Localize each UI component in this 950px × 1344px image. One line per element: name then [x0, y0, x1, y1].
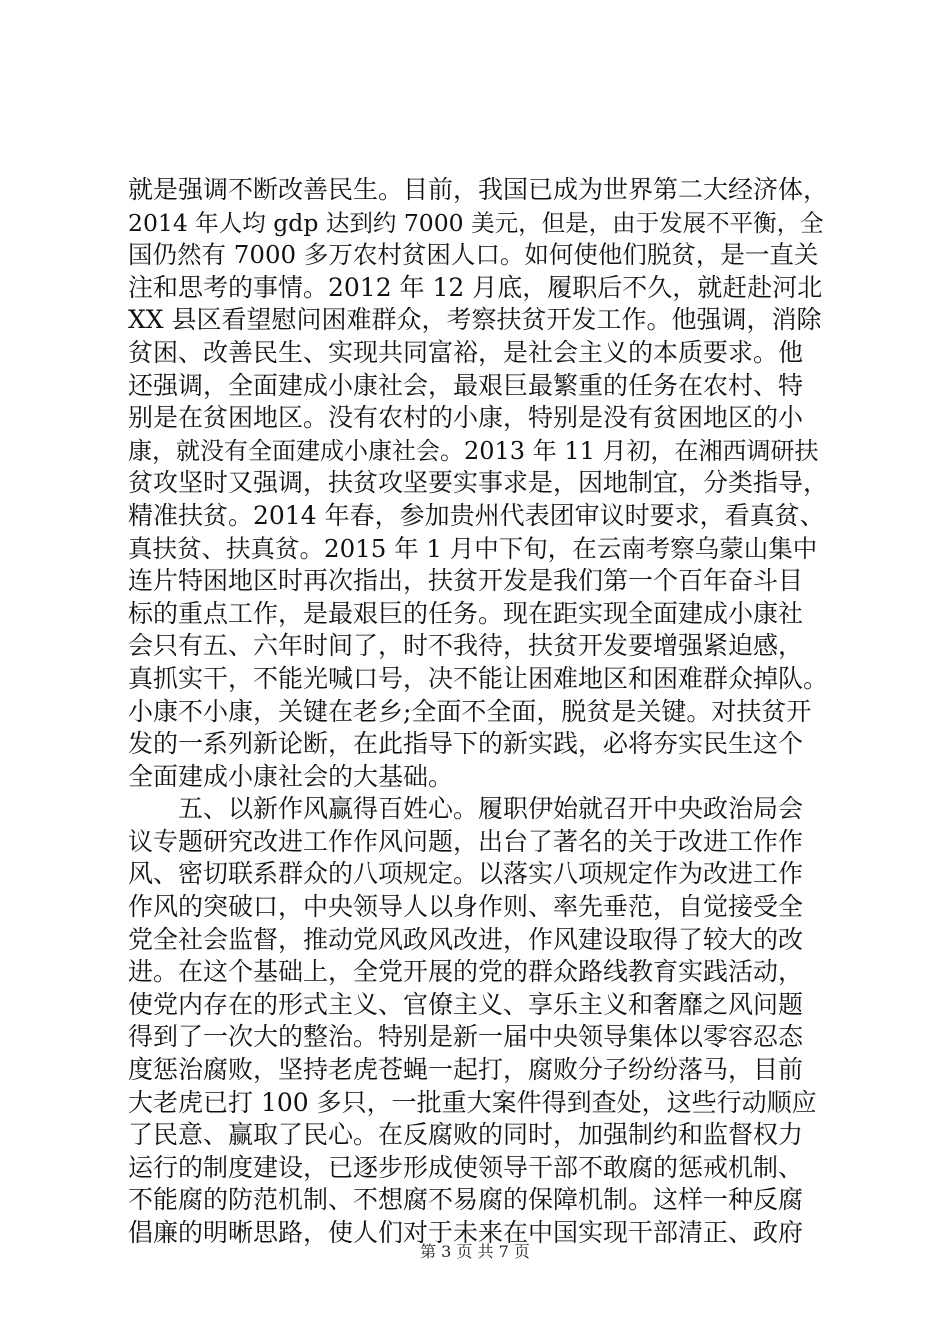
text-line: 进。在这个基础上，全党开展的党的群众路线教育实践活动， — [128, 957, 804, 987]
text-line: 五、以新作风赢得百姓心。履职伊始就召开中央政治局会 — [128, 794, 804, 824]
text-line: 贫困、改善民生、实现共同富裕，是社会主义的本质要求。他 — [128, 337, 804, 367]
text-line: 别是在贫困地区。没有农村的小康，特别是没有贫困地区的小 — [128, 403, 804, 433]
text-line: 会只有五、六年时间了，时不我待，扶贫开发要增强紧迫感， — [128, 631, 804, 661]
text-line: 标的重点工作，是最艰巨的任务。现在距实现全面建成小康社 — [128, 598, 804, 628]
text-line: 运行的制度建设，已逐步形成使领导干部不敢腐的惩戒机制、 — [128, 1152, 804, 1182]
text-line: 真抓实干，不能光喊口号，决不能让困难地区和困难群众掉队。 — [128, 663, 828, 693]
text-line: 注和思考的事情。2012 年 12 月底，履职后不久，就赶赴河北 — [128, 272, 823, 302]
text-line: 党全社会监督，推动党风政风改进，作风建设取得了较大的改 — [128, 924, 804, 954]
text-line: XX 县区看望慰问困难群众，考察扶贫开发工作。他强调，消除 — [128, 305, 822, 335]
text-line: 度惩治腐败，坚持老虎苍蝇一起打，腐败分子纷纷落马，目前 — [128, 1055, 804, 1085]
text-line: 议专题研究改进工作作风问题，出台了著名的关于改进工作作 — [128, 826, 804, 856]
text-line: 连片特困地区时再次指出，扶贫开发是我们第一个百年奋斗目 — [128, 566, 804, 596]
text-line: 国仍然有 7000 多万农村贫困人口。如何使他们脱贫，是一直关 — [128, 240, 819, 270]
text-line: 还强调，全面建成小康社会，最艰巨最繁重的任务在农村、特 — [128, 370, 804, 400]
page-footer: 第 3 页 共 7 页 — [420, 1242, 530, 1261]
text-line: 精准扶贫。2014 年春，参加贵州代表团审议时要求，看真贫、 — [128, 500, 825, 530]
text-line: 大老虎已打 100 多只，一批重大案件得到查处，这些行动顺应 — [128, 1087, 817, 1117]
text-line: 作风的突破口，中央领导人以身作则、率先垂范，自觉接受全 — [128, 892, 804, 922]
text-line: 得到了一次大的整治。特别是新一届中央领导集体以零容忍态 — [128, 1022, 804, 1052]
text-line: 小康不小康，关键在老乡;全面不全面，脱贫是关键。对扶贫开 — [128, 696, 812, 726]
text-line: 贫攻坚时又强调，扶贫攻坚要实事求是，因地制宜，分类指导， — [128, 468, 828, 498]
text-line: 了民意、赢取了民心。在反腐败的同时，加强制约和监督权力 — [128, 1120, 804, 1150]
text-line: 不能腐的防范机制、不想腐不易腐的保障机制。这样一种反腐 — [128, 1185, 804, 1215]
text-line: 使党内存在的形式主义、官僚主义、享乐主义和奢靡之风问题 — [128, 989, 804, 1019]
text-line: 2014 年人均 gdp 达到约 7000 美元，但是，由于发展不平衡，全 — [128, 208, 824, 237]
text-line: 康，就没有全面建成小康社会。2013 年 11 月初，在湘西调研扶 — [128, 436, 819, 465]
text-line: 真扶贫、扶真贫。2015 年 1 月中下旬，在云南考察乌蒙山集中 — [128, 533, 818, 563]
text-line: 倡廉的明晰思路，使人们对于未来在中国实现干部清正、政府 — [128, 1218, 804, 1247]
body-text — [128, 174, 828, 1250]
text-line: 发的一系列新论断，在此指导下的新实践，必将夯实民生这个 — [128, 729, 804, 759]
text-line: 风、密切联系群众的八项规定。以落实八项规定作为改进工作 — [128, 859, 804, 889]
text-line: 就是强调不断改善民生。目前，我国已成为世界第二大经济体， — [128, 175, 828, 204]
text-line: 全面建成小康社会的大基础。 — [128, 761, 454, 791]
